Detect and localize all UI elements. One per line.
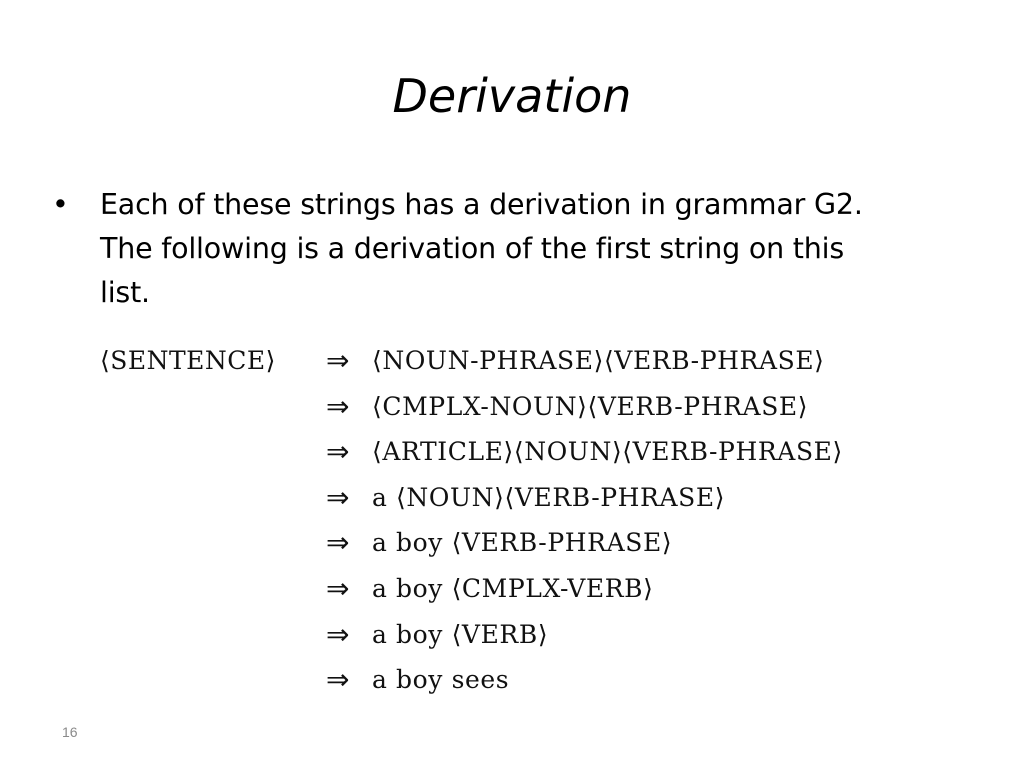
derives-arrow-icon: ⇒ [326,526,350,560]
derivation-step [100,475,980,521]
sentential-form: a boy ⟨VERB-PHRASE⟩ [372,528,673,558]
derives-arrow-icon: ⇒ [326,435,350,469]
derives-arrow-icon: ⇒ [326,480,350,514]
derives-arrow-icon: ⇒ [326,617,350,651]
derives-arrow-icon: ⇒ [326,389,350,423]
derivation-step [100,520,980,566]
bullet-marker: • [52,188,69,221]
start-symbol: ⟨SENTENCE⟩ [100,346,276,375]
sentential-form: ⟨ARTICLE⟩⟨NOUN⟩⟨VERB-PHRASE⟩ [372,437,843,467]
bullet-line: The following is a derivation of the first string on this [100,232,844,265]
bullet-text [100,183,982,315]
sentential-form: a ⟨NOUN⟩⟨VERB-PHRASE⟩ [372,482,726,512]
sentential-form: a boy ⟨CMPLX-VERB⟩ [372,573,654,603]
derives-arrow-icon: ⇒ [326,344,350,377]
derivation-step [100,338,980,384]
derivation-step [100,657,980,703]
sentential-form: a boy ⟨VERB⟩ [372,619,549,649]
bullet-line: list. [100,276,150,309]
slide-title: Derivation [392,69,632,123]
derivation-step [100,566,980,612]
sentential-form: ⟨CMPLX-NOUN⟩⟨VERB-PHRASE⟩ [372,391,809,421]
derives-arrow-icon: ⇒ [326,571,350,605]
derivation-figure [100,338,980,703]
derivation-step [100,384,980,430]
sentential-form: ⟨NOUN-PHRASE⟩⟨VERB-PHRASE⟩ [372,346,825,375]
bullet-point [52,183,982,315]
sentential-form: a boy sees [372,665,510,695]
derivation-step [100,612,980,658]
derives-arrow-icon: ⇒ [326,663,350,697]
slide-number: 16 [62,724,78,740]
bullet-line: Each of these strings has a derivation in grammar G2. [100,188,863,221]
derivation-step [100,429,980,475]
